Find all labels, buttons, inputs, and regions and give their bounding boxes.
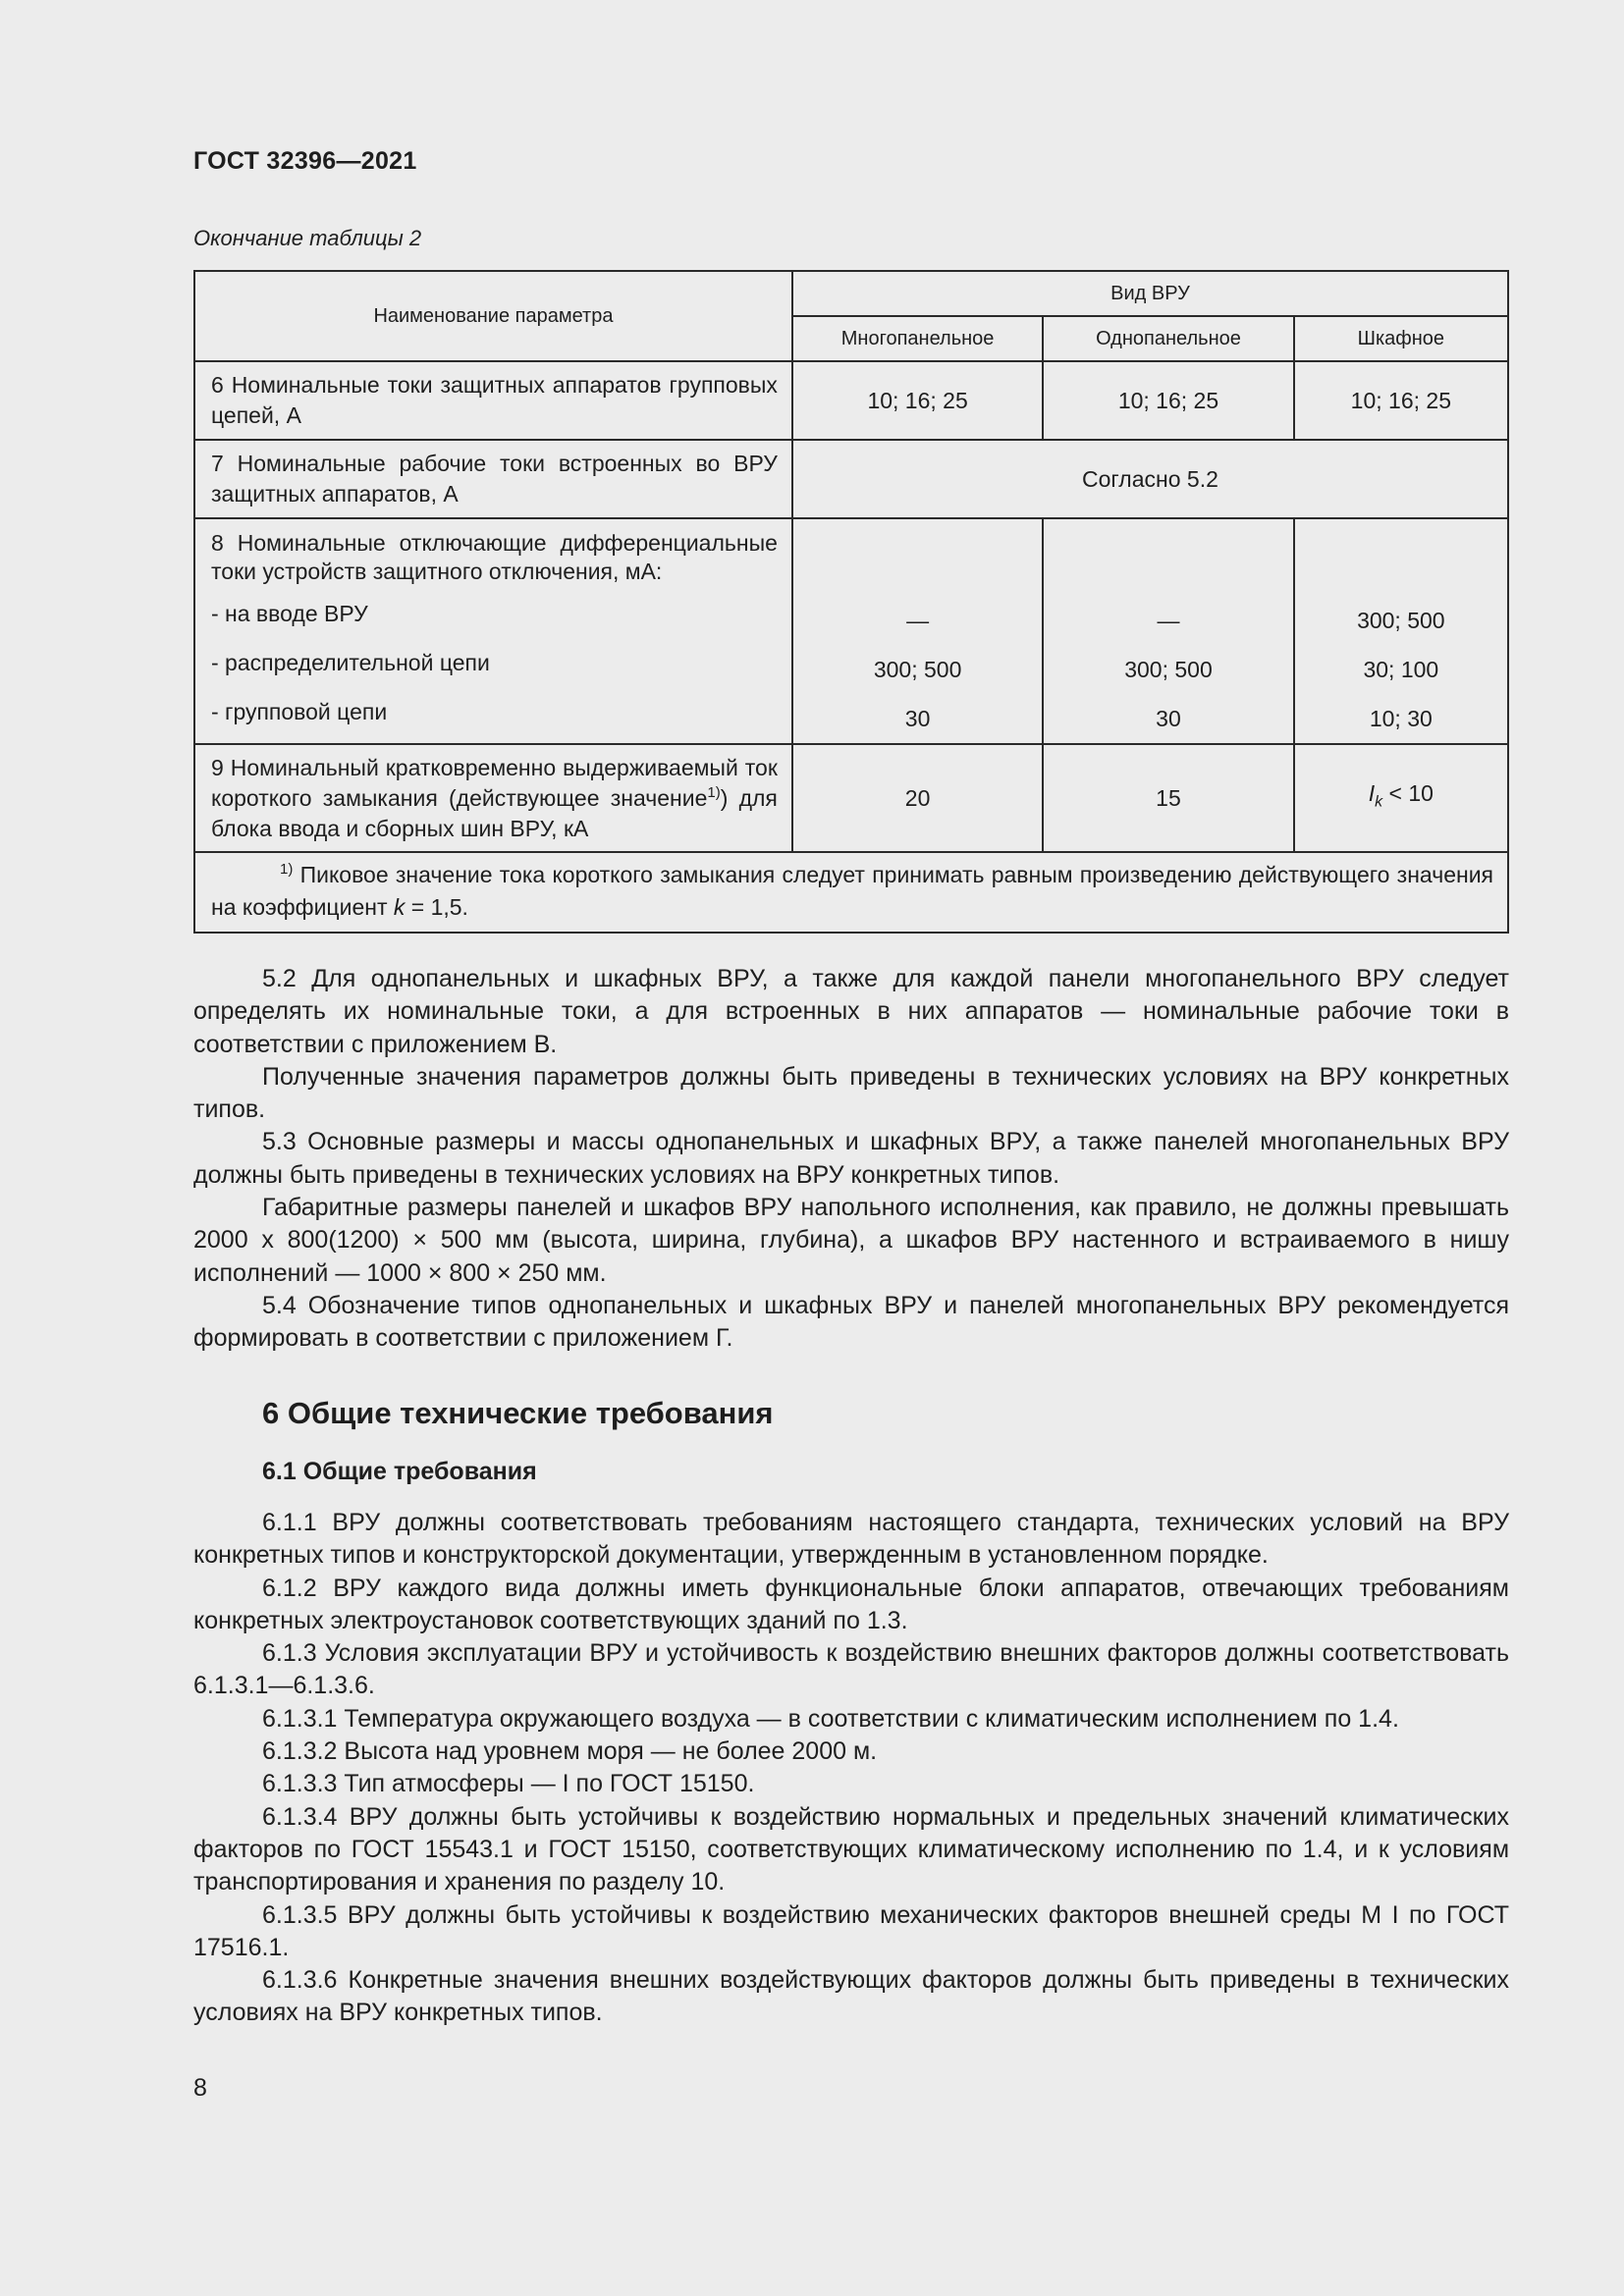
table-row	[194, 440, 1508, 518]
table-footnote	[194, 852, 1508, 933]
sub-item-label: - на вводе ВРУ	[211, 600, 368, 626]
row-param-9-text-end: ) для блока ввода и сборных шин ВРУ, кА	[211, 784, 778, 841]
column-header-parameter: Наименование параметра	[194, 271, 792, 361]
cell-value: 30	[904, 705, 931, 731]
column-group-header-vru-type: Вид ВРУ	[792, 271, 1508, 316]
paragraph: 6.1.3.6 Конкретные значения внешних воздействующих факторов должны быть приведены в технических условиях на ВРУ конкретных типов.	[193, 1966, 1509, 2027]
table-cell	[1043, 518, 1293, 744]
row-param-8-title: 8 Номинальные отключающие дифференциальные токи устройств защитного отключения, мА:	[211, 530, 778, 584]
cell-value: 30; 100	[1363, 656, 1439, 682]
row-param-9-text: 9 Номинальный кратковременно выдерживаемый ток короткого замыкания (действующее значение	[211, 754, 778, 811]
table-cell	[792, 518, 1043, 744]
table-row	[194, 518, 1508, 744]
table-caption: Окончание таблицы 2	[193, 226, 422, 250]
paragraph: Габаритные размеры панелей и шкафов ВРУ напольного исполнения, как правило, не должны превышать 2000 x 800(1200) × 500 мм (высота, ширина, глубина), а шкафов ВРУ настенного и встраиваемого в нишу исполнений — 1000 × 800 × 250 мм.	[193, 1194, 1509, 1287]
paragraph: 6.1.3.5 ВРУ должны быть устойчивы к воздействию механических факторов внешней среды М I по ГОСТ 17516.1.	[193, 1900, 1509, 1961]
body-text-block-1	[193, 963, 1509, 1356]
cell-value: 300; 500	[873, 656, 962, 682]
column-header-singlepanel: Однопанельное	[1043, 316, 1293, 361]
paragraph: 6.1.3.1 Температура окружающего воздуха — в соответствии с климатическим исполнением по 1.4.	[262, 1704, 1399, 1733]
footnote-text-end: = 1,5.	[405, 894, 468, 920]
cell-value: 10; 30	[1369, 705, 1433, 731]
table-cell: 20	[792, 744, 1043, 852]
table-footnote-row	[194, 852, 1508, 933]
row-param-6: 6 Номинальные токи защитных аппаратов групповых цепей, А	[194, 361, 792, 440]
table-cell	[1294, 518, 1508, 744]
paragraph: 6.1.1 ВРУ должны соответствовать требованиям настоящего стандарта, технических условий на ВРУ конкретных типов и конструкторской документации, утвержденным в установленном порядке.	[193, 1509, 1509, 1570]
cell-value: 300; 500	[1357, 607, 1445, 633]
sub-item-label: - распределительной цепи	[211, 649, 490, 675]
table-cell: 10; 16; 25	[1294, 361, 1508, 440]
current-symbol: I	[1368, 780, 1376, 807]
paragraph: 5.2 Для однопанельных и шкафных ВРУ, а также для каждой панели многопанельного ВРУ следует определять их номинальные токи, а для встроенных в них аппаратов — номинальные рабочие токи в соответствии с приложением В.	[193, 965, 1509, 1058]
cell-value: 300; 500	[1124, 656, 1213, 682]
table-cell: 10; 16; 25	[1043, 361, 1293, 440]
cell-value: —	[906, 607, 930, 633]
paragraph: 6.1.3.3 Тип атмосферы — I по ГОСТ 15150.	[262, 1770, 755, 1798]
footnote-ref: 1)	[707, 783, 721, 801]
table-cell: 10; 16; 25	[792, 361, 1043, 440]
cell-value: —	[1157, 607, 1180, 633]
footnote-mark: 1)	[280, 861, 294, 878]
table-cell	[1294, 744, 1508, 852]
row-param-8	[194, 518, 792, 744]
row-param-7: 7 Номинальные рабочие токи встроенных во ВРУ защитных аппаратов, А	[194, 440, 792, 518]
paragraph: 5.4 Обозначение типов однопанельных и шкафных ВРУ и панелей многопанельных ВРУ рекомендуется формировать в соответствии с приложением Г.	[193, 1291, 1509, 1353]
section-heading: 6 Общие технические требования	[262, 1396, 774, 1430]
body-text-block-2	[193, 1507, 1509, 2030]
subsection-heading: 6.1 Общие требования	[262, 1458, 537, 1485]
paragraph: 6.1.2 ВРУ каждого вида должны иметь функциональные блоки аппаратов, отвечающих требованиям конкретных электроустановок соответствующих зданий по 1.3.	[193, 1574, 1509, 1634]
table-cell: 15	[1043, 744, 1293, 852]
footnote-k: k	[393, 894, 406, 920]
row-param-9	[194, 744, 792, 852]
column-header-cabinet: Шкафное	[1294, 316, 1508, 361]
table-row	[194, 744, 1508, 852]
paragraph: 6.1.3.4 ВРУ должны быть устойчивы к воздействию нормальных и предельных значений климатических факторов по ГОСТ 15543.1 и ГОСТ 15150, соответствующих климатическому исполнению по 1.4, и к условиям транспортирования и хранения по разделу 10.	[193, 1802, 1509, 1896]
column-header-multipanel: Многопанельное	[792, 316, 1043, 361]
footnote-text: Пиковое значение тока короткого замыкания следует принимать равным произведению действующего значения на коэффициент	[211, 862, 1493, 920]
document-designation: ГОСТ 32396—2021	[193, 147, 417, 175]
table-cell-merged: Согласно 5.2	[792, 440, 1508, 518]
paragraph: Полученные значения параметров должны быть приведены в технических условиях на ВРУ конкретных типов.	[193, 1062, 1509, 1124]
paragraph: 6.1.3 Условия эксплуатации ВРУ и устойчивость к воздействию внешних факторов должны соответствовать 6.1.3.1—6.1.3.6.	[193, 1639, 1509, 1700]
table-row	[194, 361, 1508, 440]
cell-value: < 10	[1382, 780, 1434, 807]
paragraph: 6.1.3.2 Высота над уровнем моря — не более 2000 м.	[262, 1737, 878, 1766]
parameters-table	[193, 270, 1509, 934]
page-number: 8	[193, 2074, 207, 2102]
current-subscript: k	[1375, 793, 1383, 811]
cell-value: 30	[1156, 705, 1181, 731]
sub-item-label: - групповой цепи	[211, 698, 388, 724]
paragraph: 5.3 Основные размеры и массы однопанельных и шкафных ВРУ, а также панелей многопанельных ВРУ должны быть приведены в технических условиях на ВРУ конкретных типов.	[193, 1128, 1509, 1189]
